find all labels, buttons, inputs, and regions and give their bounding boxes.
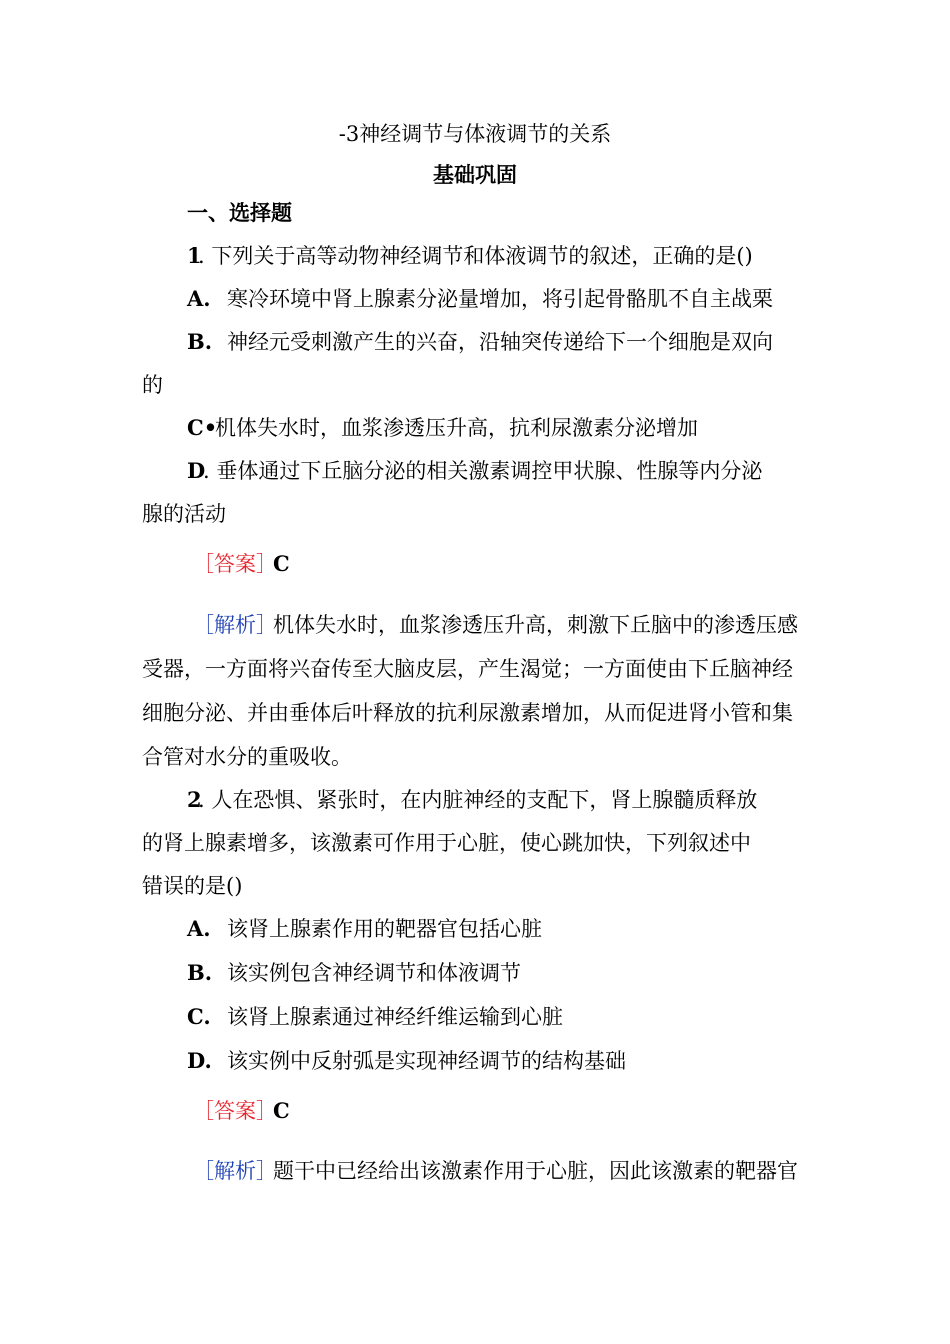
- analysis-text: 细胞分泌、并由垂体后叶释放的抗利尿激素增加，从而促进肾小管和集: [142, 701, 793, 725]
- option-letter: A.: [187, 286, 211, 311]
- answer-value: C: [273, 1098, 290, 1123]
- section-subtitle: 基础巩固: [433, 162, 517, 187]
- option-letter: B.: [187, 960, 213, 985]
- question-number: 2: [187, 787, 202, 812]
- option-letter: B.: [187, 329, 213, 354]
- analysis-text: 受器，一方面将兴奋传至大脑皮层，产生渴觉；一方面使由下丘脑神经: [142, 657, 793, 681]
- option-letter: A.: [187, 916, 211, 941]
- option-text: 机体失水时，血浆渗透压升高，抗利尿激素分泌增加: [215, 416, 698, 440]
- option-text: . 垂体通过下丘脑分泌的相关激素调控甲状腺、性腺等内分泌: [203, 459, 763, 483]
- question-number: 1: [187, 243, 202, 268]
- option-text: 该肾上腺素通过神经纤维运输到心脏: [227, 1005, 563, 1029]
- question-text: . 下列关于高等动物神经调节和体液调节的叙述，正确的是(): [198, 244, 753, 268]
- analysis-text: 题干中已经给出该激素作用于心脏，因此该激素的靶器官: [273, 1159, 798, 1183]
- option-text: 该实例中反射弧是实现神经调节的结构基础: [227, 1049, 626, 1073]
- answer-label: ［答案］: [193, 1099, 277, 1123]
- document-title: -3神经调节与体液调节的关系: [338, 122, 612, 146]
- option-text: 神经元受刺激产生的兴奋，沿轴突传递给下一个细胞是双向: [227, 330, 773, 354]
- option-text: 寒冷环境中肾上腺素分泌量增加，将引起骨骼肌不自主战栗: [227, 287, 773, 311]
- option-letter: D.: [187, 1048, 212, 1073]
- analysis-label: ［解析］: [193, 613, 277, 637]
- question-text: 错误的是(): [142, 874, 243, 898]
- question-text: 的肾上腺素增多，该激素可作用于心脏，使心跳加快，下列叙述中: [142, 831, 751, 855]
- option-text-continued: 的: [142, 373, 163, 397]
- question-text: . 人在恐惧、紧张时，在内脏神经的支配下，肾上腺髓质释放: [198, 788, 758, 812]
- analysis-text: 机体失水时，血浆渗透压升高，刺激下丘脑中的渗透压感: [273, 613, 798, 637]
- section-heading: 一、选择题: [187, 200, 292, 225]
- option-text: 该肾上腺素作用的靶器官包括心脏: [227, 917, 542, 941]
- option-text-continued: 腺的活动: [142, 502, 226, 526]
- option-letter: D: [187, 458, 206, 483]
- analysis-text: 合管对水分的重吸收。: [142, 745, 352, 769]
- option-letter: C.: [187, 1004, 211, 1029]
- option-text: 该实例包含神经调节和体液调节: [227, 961, 521, 985]
- option-letter: C•: [187, 415, 218, 440]
- answer-label: ［答案］: [193, 552, 277, 576]
- answer-value: C: [273, 551, 290, 576]
- analysis-label: ［解析］: [193, 1159, 277, 1183]
